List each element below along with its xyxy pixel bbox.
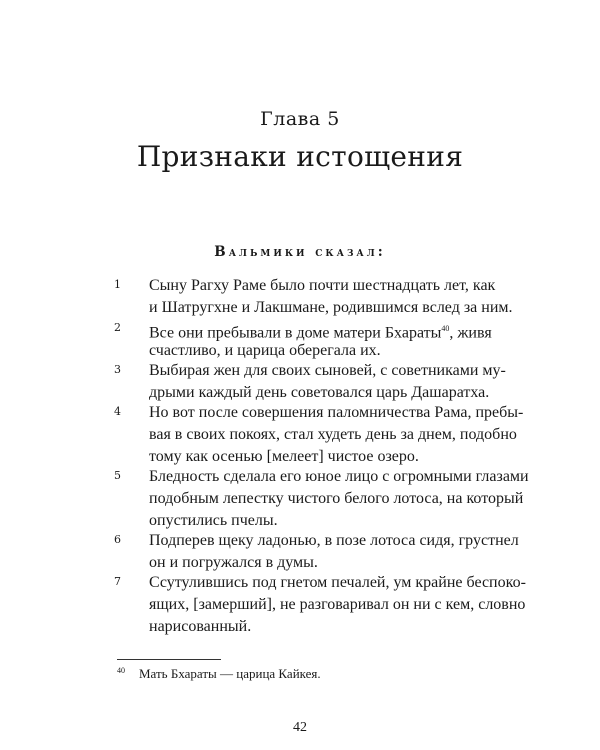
verse-line: Выбирая жен для своих сыновей, с советниками му- [149,362,506,379]
verse-line: нарисованный. [149,618,252,635]
verse-line: тому как осенью [мелеет] чистое озеро. [149,448,419,465]
verse-text: , живя [449,324,492,342]
verse-line: Но вот после совершения паломничества Рама, пребы- [149,404,524,421]
verse-number: 6 [114,533,121,546]
chapter-title: Признаки истощения [136,140,464,173]
footnote-mark: 40 [117,666,125,675]
verse-line: ящих, [замерший], не разговаривал он ни с кем, словно [149,596,526,613]
verse-line: опустились пчелы. [149,512,278,529]
verse-line: он и погружался в думы. [149,554,318,571]
chapter-label: Глава 5 [260,108,340,130]
verse-line: вая в своих покоях, стал худеть день за днем, подобно [149,426,517,443]
verse-number: 1 [114,278,121,291]
footnote-divider [117,659,221,660]
verse-number: 2 [114,321,121,334]
verse-line: дрыми каждый день советовался царь Дашаратха. [149,384,490,401]
speaker-heading: Вальмики сказал: [214,244,386,260]
footnote [117,666,321,682]
page-number: 42 [293,720,307,735]
verse-line: Сыну Рагху Раме было почти шестнадцать лет, как [149,277,496,294]
verse-line: Ссутулившись под гнетом печалей, ум крайне беспоко- [149,574,526,591]
verse-number: 7 [114,575,121,588]
footnote-text: Мать Бхараты — царица Кайкея. [139,666,321,682]
verse-line: счастливо, и царица оберегала их. [149,342,381,359]
verse-line: и Шатругхне и Лакшмане, родившимся вслед за ним. [149,299,513,316]
verse-text: Все они пребывали в доме матери Бхараты [149,324,442,342]
verse-line: Бледность сделала его юное лицо с огромными глазами [149,468,529,485]
verse-line: подобным лепестку чистого белого лотоса, на который [149,490,524,507]
verse-number: 5 [114,469,121,482]
verse-number: 3 [114,363,121,376]
verse-line: Подперев щеку ладонью, в позе лотоса сидя, грустнел [149,532,519,549]
verse-number: 4 [114,405,121,418]
footnote-reference[interactable]: 40 [441,324,450,333]
